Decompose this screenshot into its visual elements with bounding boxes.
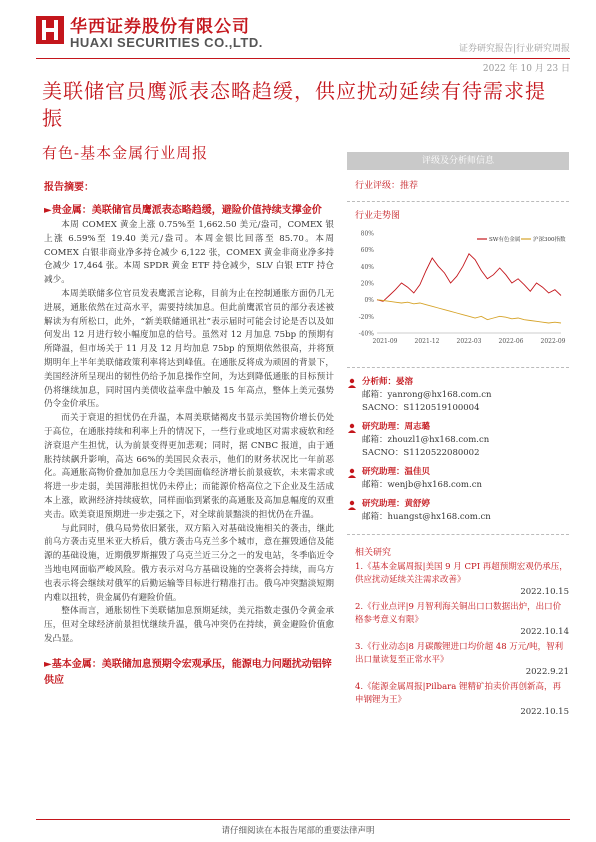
analyst-name: 研究助理：黄舒婷 [362, 499, 431, 509]
company-name-cn: 华西证券股份有限公司 [70, 17, 250, 37]
summary-heading: 报告摘要： [44, 182, 94, 193]
y-tick-label: 20% [360, 280, 374, 288]
y-tick-label: 60% [360, 247, 374, 255]
analyst-card [347, 376, 569, 415]
sidebar-divider [347, 534, 569, 535]
summary-column [44, 178, 334, 689]
x-tick-label: 2021-09 [372, 338, 398, 345]
report-title: 美联储官员鹰派表态略趋缓，供应扰动延续有待需求提振 [42, 79, 546, 130]
related-research-link[interactable]: 4.《能源金属周报|Pilbara 锂精矿拍卖价再创新高，再申钢锂为王》 [355, 682, 561, 705]
huaxi-logo-icon [36, 16, 64, 44]
header-divider [36, 58, 570, 59]
x-tick-label: 2022-03 [456, 338, 482, 345]
analyst-card [347, 466, 569, 492]
report-subtitle: 有色-基本金属行业周报 [42, 144, 209, 162]
x-tick-label: 2022-09 [540, 338, 566, 345]
analyst-email: 邮箱：wenjb@hx168.com.cn [362, 480, 482, 490]
analyst-name: 研究助理：温佳贝 [362, 467, 431, 477]
y-tick-label: 80% [360, 230, 374, 238]
summary-paragraph: 本周 COMEX 黄金上涨 0.75%至 1,662.50 美元/盎司，COMEX 银上涨 6.59%至 19.40 美元/盎司。本周金银比回落至 85.70。本周 COMEX 白银非商业净多持仓减少 6,122 张，COMEX 黄金非商业净多持仓减少 17,464 张。本周 SPDR 黄金 ETF 持仓减少，SLV 白银 ETF 持仓减少。 [44, 220, 334, 286]
industry-rating: 行业评级：推荐 [355, 181, 419, 191]
section-heading: ►贵金属：美联储官员鹰派表态略趋缓，避险价值持续支撑金价 [44, 205, 322, 216]
analyst-email: 邮箱：huangst@hx168.com.cn [362, 512, 491, 522]
summary-paragraph: 本周美联储多位官员发表鹰派言论称，目前为止在控制通胀方面仍几无进展，通胀依然在过高水平，需要持续加息。但此前鹰派官员的部分表述被解读为有所松口，此外，“新美联储通讯社”表示届时可能会讨论是否以及如何发出 12 月进行较小幅度加息的信号。虽然对 12 月加息 75bp 的预期有所降温，但市场关于 11 月及 12 月均加息 75bp 的预期依然很高，并将预期明年上半年美联储政策利率将达到峰值。在通胀反将成为顽固的背景下，美国经济所呈现出的韧性仍给予加息操作空间，为达到降低通胀的目标预计仍将继续加息，同时国内美债收益率盘中触及 15 年高点，整体上美元强势仍令金价承压。 [44, 288, 334, 410]
info-sidebar [347, 152, 569, 718]
footer-divider [36, 819, 570, 820]
person-icon [347, 378, 357, 388]
analyst-name: 分析师：晏溶 [362, 377, 414, 387]
related-research-date: 2022.10.14 [520, 627, 569, 637]
y-tick-label: -40% [358, 330, 374, 338]
analyst-email: 邮箱：yanrong@hx168.com.cn [362, 390, 492, 400]
related-research-item[interactable] [347, 681, 569, 718]
industry-trend-chart [347, 225, 569, 353]
analyst-email: 邮箱：zhouzl1@hx168.com.cn [362, 435, 490, 445]
related-research-date: 2022.9.21 [525, 667, 569, 677]
rating-bar: 评级及分析师信息 [347, 152, 569, 170]
precious-metals-section [44, 203, 334, 647]
legend-entry: SW有色金属 [489, 237, 521, 243]
legend-entry: 沪深300指数 [533, 237, 566, 243]
chart-title: 行业走势图 [355, 211, 401, 221]
analyst-sac: SACNO：S1120522080002 [362, 448, 480, 458]
y-tick-label: 40% [360, 263, 374, 271]
legal-notice: 请仔细阅读在本报告尾部的重要法律声明 [221, 826, 375, 836]
person-icon [347, 423, 357, 433]
related-research-item[interactable] [347, 601, 569, 638]
analyst-name: 研究助理：周志璐 [362, 422, 431, 432]
company-name-en: HUAXI SECURITIES CO.,LTD. [70, 35, 263, 50]
analyst-sac: SACNO：S1120519100004 [362, 403, 480, 413]
summary-paragraph: 与此同时，俄乌局势依旧紧张，双方陷入对基础设施相关的袭击，继此前乌方袭击克里米亚大桥后，俄方袭击乌克兰多个城市，意在摧毁通信及能源的基础设施，近期俄罗斯摧毁了乌克兰近三分之一的发电站，冬季临近令当地电网面临严峻风险。俄方表示对乌方基础设施的空袭将会持续，而乌方也表示将会继续对俄军的后勤运输等目标进行精准打击。俄乌冲突黯淡短期内难以扭转，贵金属仍有避险价值。 [44, 523, 334, 603]
summary-paragraph: 而关于衰退的担忧仍在升温，本周美联储褐皮书显示美国物价增长仍处于高位，在通胀持续和利率上升的情况下，一些行业或地区对需求疲软和经济衰退产生担忧，认为前景变得更加悲观；同时，据 CNBC 报道，由于通胀持续飙升影响，高达 66%的美国民众表示，他们的财务状况比一年前恶化。高通胀高物价叠加加息压力令美国面临经济增长前景疲软，未来需求或将进一步走弱，美国滞胀担忧仍未停止；而能源价格高位之下企业及生活成本上涨，欧洲经济持续疲软，同样面临到紧张的高通胀及高加息幅度的双重夹击。欧美衰退预期进一步走强之下，对全球前景黯淡的担忧仍在升温。 [44, 413, 334, 520]
sidebar-divider [347, 367, 569, 368]
related-research-item[interactable] [347, 561, 569, 598]
series-line [377, 300, 561, 323]
related-research-date: 2022.10.15 [520, 587, 569, 597]
person-icon [347, 468, 357, 478]
base-metals-section [44, 657, 334, 689]
related-research-heading: 相关研究 [355, 548, 392, 558]
related-research-link[interactable]: 2.《行业点评|9 月智利海关铜出口口数据出炉，出口价格参考意义有限》 [355, 602, 562, 625]
x-tick-label: 2021-12 [414, 338, 440, 345]
x-tick-label: 2022-06 [498, 338, 524, 345]
related-research-link[interactable]: 1.《基本金属周报|美国 9 月 CPI 再超预期宏观仍承压，供应扰动延续关注需求改善》 [355, 562, 568, 585]
document-type: 证券研究报告|行业研究周报 [458, 44, 570, 54]
y-tick-label: 0% [364, 297, 374, 305]
report-header [0, 0, 596, 74]
related-research-link[interactable]: 3.《行业动态|8 月碳酸锂进口均价超 48 万元/吨，智利出口量读复至正常水平》 [355, 642, 564, 665]
analyst-card [347, 498, 569, 524]
related-research-date: 2022.10.15 [520, 707, 569, 717]
report-date: 2022 年 10 月 23 日 [482, 64, 570, 74]
series-line [377, 254, 561, 301]
person-icon [347, 500, 357, 510]
y-tick-label: -20% [358, 313, 374, 321]
summary-paragraph: 整体而言，通胀韧性下美联储加息预期延续，美元指数走强仍令黄金承压，但对全球经济前景担忧继续升温，俄乌冲突仍在持续，黄金避险价值愈发凸显。 [44, 606, 334, 644]
analyst-card [347, 421, 569, 460]
sidebar-divider [347, 201, 569, 202]
related-research-item[interactable] [347, 641, 569, 678]
section-heading: ►基本金属：美联储加息预期令宏观承压，能源电力问题扰动铝锌供应 [44, 658, 332, 686]
